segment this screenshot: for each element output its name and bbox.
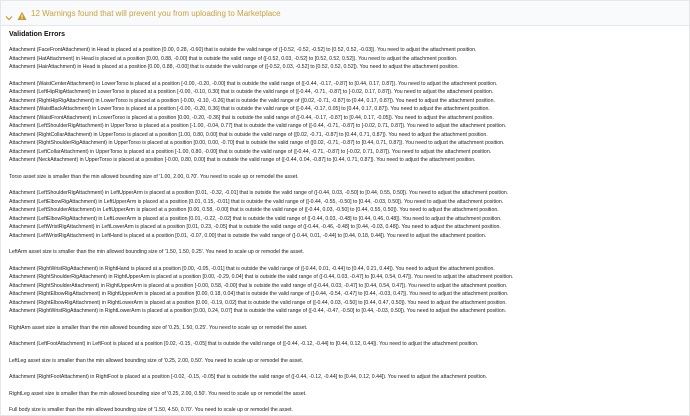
error-line: LeftLeg asset size is smaller than the min allowed bounding size of '0.25, 2.00, 0.50'. You need to scale up or remodel the asset. [9,357,304,364]
validation-errors-body [9,31,685,416]
error-line: RightLeg asset size is smaller than the min allowed bounding size of '0.25, 2.00, 0.50'. You need to scale up or remodel the asset. [9,390,307,397]
error-group [9,357,685,366]
error-group [9,265,685,316]
error-groups [9,46,685,415]
error-group [9,340,685,349]
error-group [9,46,685,72]
error-line: Attachment (WaistBackAttachment) in LowerTorso is placed at a position [-0.00, -0.20, 0.36] that is outside the valid range of ([-0.44, -0.17, 0.05] to [0.44, 0.17, 0.87]). You need to adjust the attachment position. [9,106,490,112]
warning-icon [17,8,27,18]
section-title: Validation Errors [9,31,66,38]
error-line: Attachment (RightCollarAttachment) in UpperTorso is placed at a position [1.00, 0.80, 0.00] that is outside the valid range of ([0.02, -0.71, -0.87] to [0.44, 0.71, 0.87]). You need to adjust the attachment position. [9,131,488,138]
error-group [9,80,685,165]
error-line: Attachment (LeftElbowRigAttachment) in LeftLowerArm is placed at a position [0.01, -0.22, -0.02] that is outside the valid range of ([-0.44, 0.03, -0.48] to [0.44, 0.46, 0.48]). You need to adjust the attachment position. [9,215,502,222]
warnings-summary: 12 Warnings found that will prevent you from uploading to Marketplace [31,8,281,18]
error-line: Attachment (WaistFrontAttachment) in LowerTorso is placed at a position [0.00, -0.20, -0.36] that is outside the valid range of ([-0.44, -0.17, -0.87] to [0.44, 0.17, -0.05]). You need to adjust the attachment position. [9,114,494,121]
error-group [9,173,685,182]
error-line: Attachment (RightElbowRigAttachment) in RightLowerArm is placed at a position [0.00, -0.19, 0.02] that is outside the valid range of ([-0.44, 0.03, -0.50] to [0.44, 0.47, 0.50]). You need to adjust the attachment position. [9,299,507,306]
error-line: Attachment (RightShoulderRigAttachment) in RightUpperArm is placed at a position [0.00, -0.29, 0.04] that is outside the valid range of ([-0.44, 0.03, -0.47] to [0.44, 0.54, 0.47]). You need to adjust the attachment position. [9,274,514,280]
warnings-header[interactable] [1,1,689,26]
error-line: Attachment (RightWristRigAttachment) in RightHand is placed at a position [0.00, -0.05, -0.01] that is outside the valid range of ([-0.44, 0.01, -0.44] to [0.44, 0.21, 0.44]). You need to adjust the attachment position. [9,265,495,272]
error-line: Attachment (RightHipRigAttachment) in LowerTorso is placed at a position [-0.00, -0.10, -0.26] that is outside the valid range of ([0.02, -0.71, -0.87] to [0.44, 0.17, 0.87]). You need to adjust the attachment position. [9,97,495,104]
error-line: Attachment (LeftWristRigAttachment) in LeftLowerArm is placed at a position [0.01, 0.23, -0.05] that is outside the valid range of ([-0.44, -0.46, -0.48] to [0.44, -0.03, 0.48]). You need to adjust the attachment position. [9,224,501,230]
error-line: Attachment (LeftWristRigAttachment) in LeftHand is placed at a position [0.01, -0.07, 0.00] that is outside the valid range of ([-0.44, 0.01, -0.44] to [0.44, 0.18, 0.44]). You need to adjust the attachment position. [9,232,487,239]
error-group [9,406,685,415]
error-group [9,373,685,382]
error-line: Attachment (RightShoulderRigAttachment) in UpperTorso is placed at a position [0.00, 0.00, -0.70] that is outside the valid range of ([0.02, -0.71, -0.87] to [0.44, 0.71, 0.87]). You need to adjust the attachment position. [9,140,505,146]
chevron-down-icon[interactable] [5,9,13,17]
error-line: Attachment (FaceFrontAttachment) in Head is placed at a position [0.00, 0.28, -0.60] that is outside the valid range of ([-0.52, -0.52, -0.52] to [0.52, 0.52, -0.03]). You need to adjust the attachment position. [9,47,477,53]
error-line: Attachment (RightShoulderAttachment) in RightUpperArm is placed at a position [-0.00, 0.58, -0.00] that is outside the valid range of ([-0.44, 0.03, -0.47] to [0.44, 0.54, 0.47]). You need to adjust the attachment position. [9,282,508,289]
error-line: Attachment (LeftShoulderRigAttachment) in LeftUpperArm is placed at a position [0.01, -0.32, -0.01] that is outside the valid range of ([-0.44, 0.03, -0.50] to [0.44, 0.55, 0.50]). You need to adjust the attachment position. [9,190,509,196]
error-line: Attachment (NeckAttachment) in UpperTorso is placed at a position [-0.00, 0.80, 0.00] that is outside the valid range of ([-0.44, 0.04, -0.87] to [0.44, 0.71, 0.87]). You need to adjust the attachment position. [9,157,476,163]
error-line: Attachment (LeftCollarAttachment) in UpperTorso is placed at a position [-1.00, 0.80, -0.00] that is outside the valid range of ([-0.44, -0.71, -0.87] to [-0.02, 0.71, 0.87]). You need to adjust the attachment position. [9,148,492,155]
error-line: Attachment (RightElbowRigAttachment) in RightUpperArm is placed at a position [0.00, 0.18, 0.04] that is outside the valid range of ([-0.44, -0.54, -0.47] to [0.44, -0.03, 0.47]). You need to adjust the attachment position. [9,291,509,297]
error-line: Attachment (HatAttachment) in Head is placed at a position [0.00, 0.88, -0.00] that is outside the valid range of ([-0.52, 0.03, -0.52] to [0.52, 0.52, 0.52]). You need to adjust the attachment position. [9,55,458,62]
error-line: Attachment (LeftShoulderRigAttachment) in UpperTorso is placed at a position [-1.00, -0.04, 0.77] that is outside the valid range of ([-0.44, -0.71, -0.87] to [-0.02, 0.71, 0.87]). You need to adjust the attachment position. [9,123,507,129]
error-line: RightArm asset size is smaller than the min allowed bounding size of '0.25, 1.50, 0.25'. You need to scale up or remodel the asset. [9,324,308,331]
error-line: LeftArm asset size is smaller than the min allowed bounding size of '1.50, 1.50, 0.25'. You need to scale up or remodel the asset. [9,249,304,255]
error-line: Attachment (RightFootAttachment) in RightFoot is placed at a position [-0.02, -0.15, -0.05] that is outside the valid range of ([-0.44, -0.12, -0.44] to [0.44, 0.12, 0.44]). You need to adjust the attachment position. [9,374,488,380]
error-line: Attachment (HairAttachment) in Head is placed at a position [0.00, 0.88, -0.00] that is outside the valid range of ([-0.52, 0.03, -0.52] to [0.52, 0.52, 0.52]). You need to adjust the attachment position. [9,64,459,70]
error-line: Attachment (RightWristRigAttachment) in RightLowerArm is placed at a position [0.00, 0.24, 0.07] that is outside the valid range of ([-0.44, -0.47, -0.50] to [0.44, -0.03, 0.50]). You need to adjust the attachment position. [9,308,507,314]
error-group [9,248,685,257]
error-line: Attachment (LeftFootAttachment) in LeftFoot is placed at a position [0.02, -0.15, -0.05] that is outside the valid range of ([-0.44, -0.12, -0.44] to [0.44, 0.12, 0.44]). You need to adjust the attachment position. [9,341,479,347]
error-line: Attachment (WaistCenterAttachment) in LowerTorso is placed at a position [-0.00, -0.20, -0.00] that is outside the valid range of ([-0.44, -0.17, -0.87] to [0.44, 0.17, 0.87]). You need to adjust the attachment position. [9,80,498,87]
error-line: Attachment (LeftElbowRigAttachment) in LeftUpperArm is placed at a position [0.01, 0.15, -0.01] that is outside the valid range of ([-0.44, -0.55, -0.50] to [0.44, -0.03, 0.50]). You need to adjust the attachment position. [9,198,504,205]
error-group [9,324,685,333]
error-group [9,189,685,240]
error-line: Torso asset size is smaller than the min allowed bounding size of '1.00, 2.00, 0.70'. You need to scale up or remodel the asset. [9,173,299,180]
error-line: Attachment (LeftHipRigAttachment) in LowerTorso is placed at a position [-0.00, -0.10, 0.30] that is outside the valid range of ([-0.44, -0.71, -0.87] to [-0.02, 0.17, 0.87]). You need to adjust the attachment position. [9,89,494,95]
error-group [9,390,685,399]
error-line: Attachment (LeftShoulderAttachment) in LeftUpperArm is placed at a position [0.00, 0.58, -0.00] that is outside the valid range of ([-0.44, 0.03, -0.50] to [0.44, 0.55, 0.50]). You need to adjust the attachment position. [9,207,499,213]
error-line: Full body size is smaller than the min allowed bounding size of '1.50, 4.50, 0.70'. You need to scale up or remodel the asset. [9,407,294,413]
